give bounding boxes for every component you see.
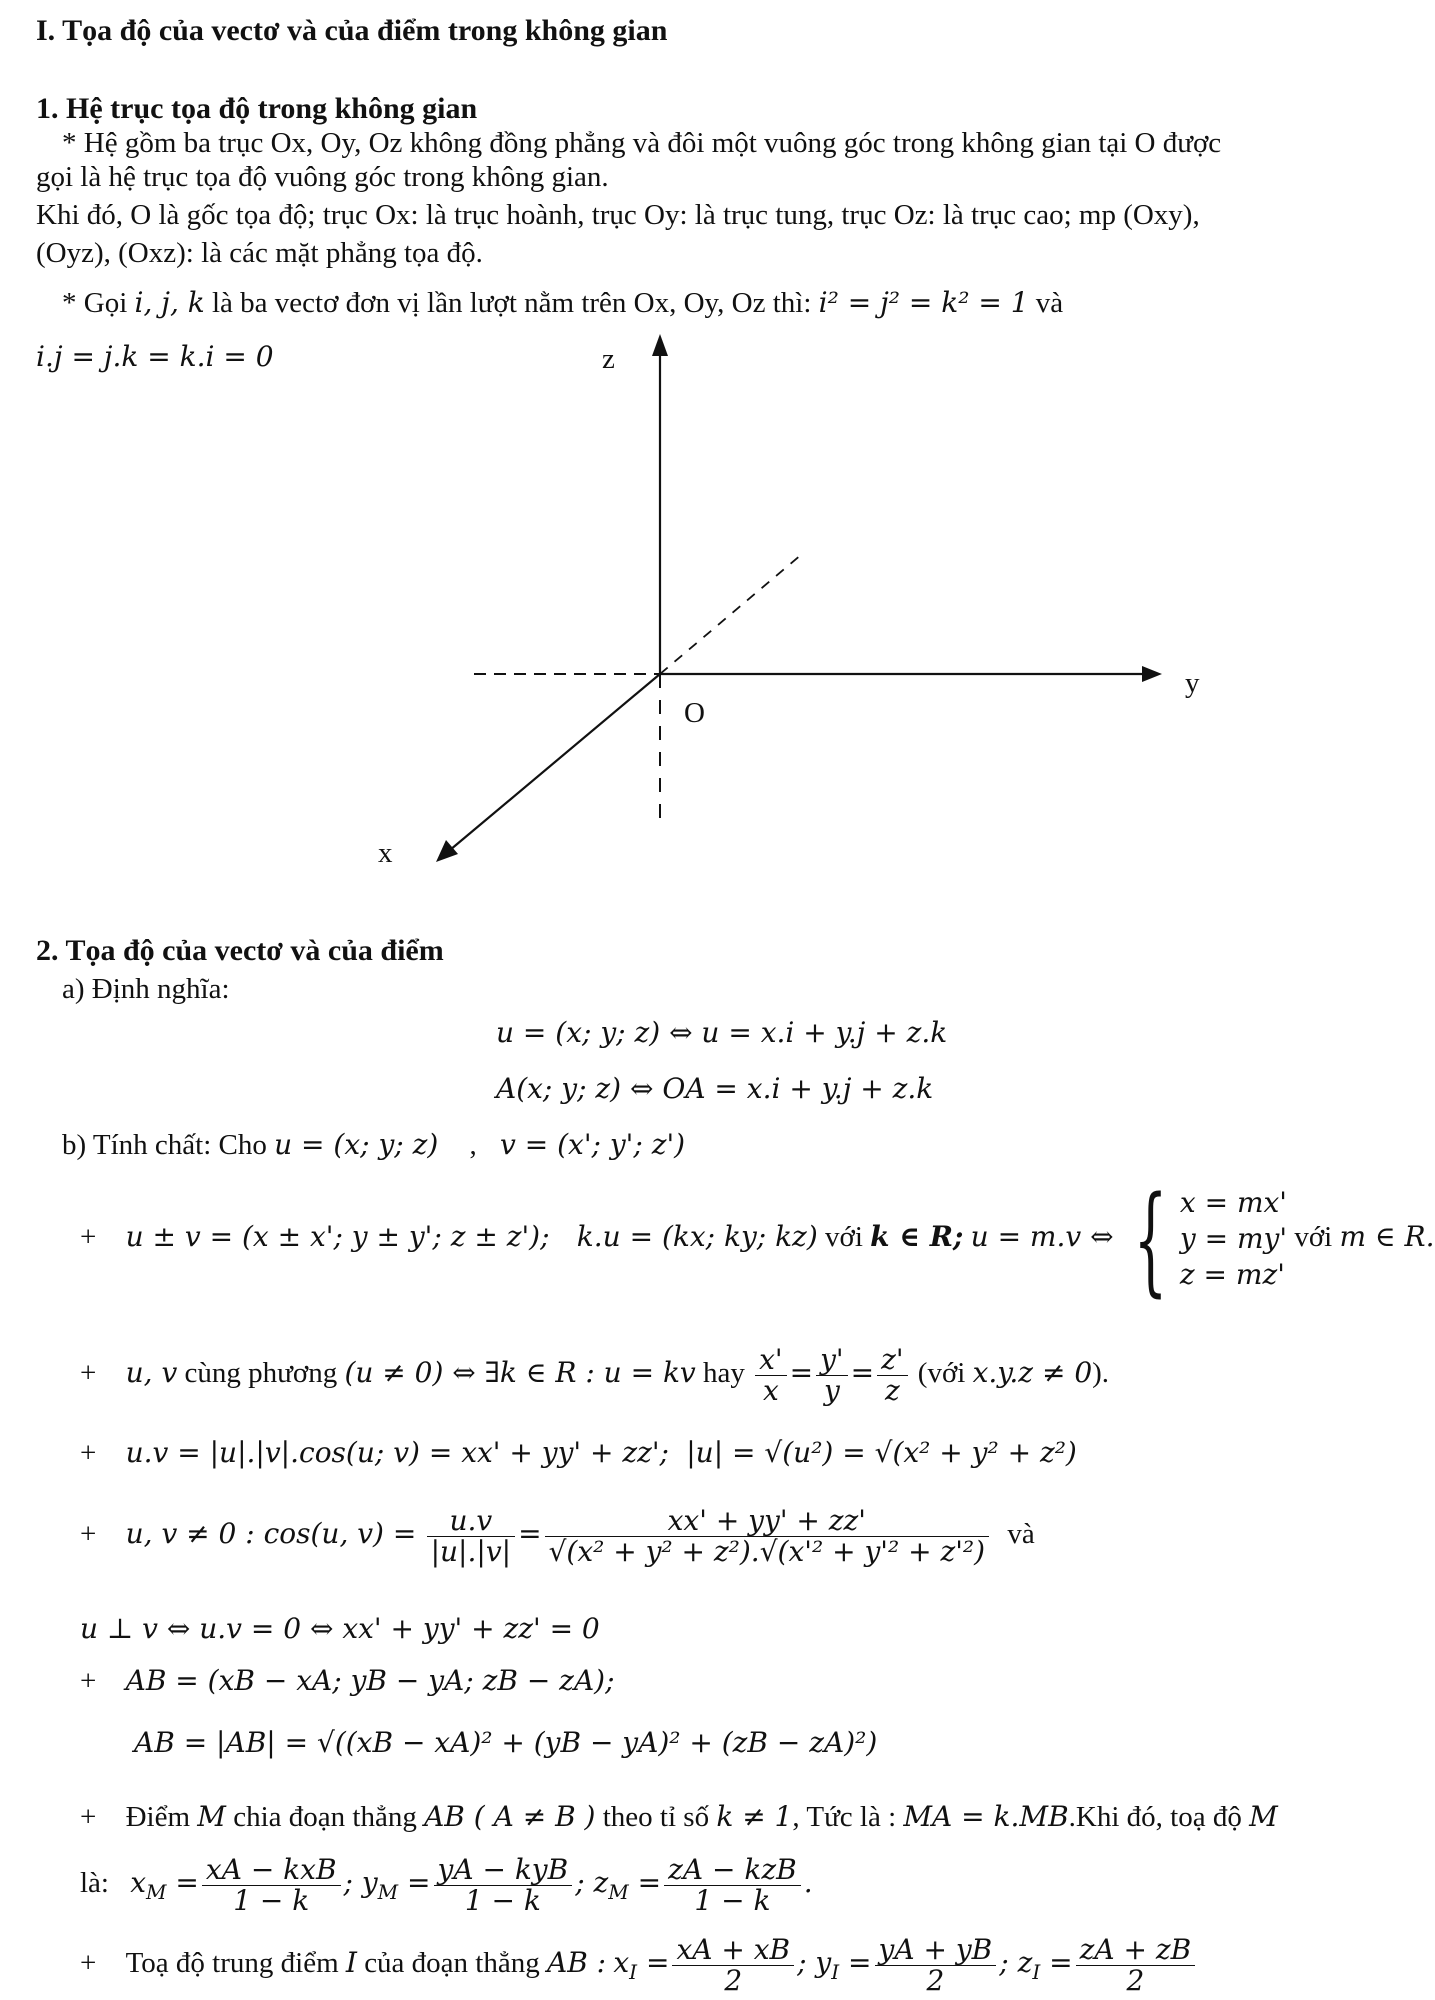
division-point-coordinates: là: $x_M$ = $\frac{\text{xA − kxB}}{1 - k}$ ; $y_M$ = $\frac{\text{yA − kyB}}{1 - k}$ ; $z_M$ = $\frac{\text{zA − kzB}}{1 - k}$ . [80,1852,813,1917]
property-collinear: + u, v cùng phương (u ≠ 0) ⇔ ∃k ∈ R : u = kv hay $\frac{x'}{x}$ = $\frac{y'}{y}$ = $\frac{z'}{z}$ (với x.y.z ≠ 0). [80,1342,1110,1407]
property-angle: + u, v ≠ 0 : cos(u, v) = $\frac{u.v}{|u|.|v|}$ = $\frac{xx' + yy' + zz'}{\text{√(x² + y² + z²).√(x'² + y'² + z'²)}}$ và [80,1503,1035,1568]
m-in-R: m ∈ R. [1339,1220,1435,1253]
sec1-paragraph-2b: (Oyz), (Oxz): là các mặt phẳng tọa độ. [36,237,483,269]
zM-fraction: $\frac{\text{zA − kzB}}{1 - k}$ [664,1855,801,1916]
cosine-lhs: u, v ≠ 0 : cos(u, v) = [125,1517,417,1550]
cosine-fraction-1: $\frac{u.v}{|u|.|v|}$ [427,1506,516,1567]
axis-label-x: x [378,837,393,869]
segment-AB: AB ( A ≠ B ) [424,1800,596,1833]
r8-divides: chia đoạn thẳng [233,1801,417,1833]
vector-u-def: u = (x; y; z) [274,1128,439,1161]
r8-ratio-text: theo tỉ số [602,1801,710,1833]
axis-label-z: z [602,343,615,375]
system-brace: { [1133,1170,1168,1309]
with-open: (với [917,1357,966,1389]
section-1-title: 1. Hệ trục tọa độ trong không gian [36,92,478,125]
nonzero-condition: x.y.z ≠ 0 [972,1356,1093,1389]
bullet-plus: + [80,1947,97,1979]
point-M-2: M [1249,1800,1278,1833]
collinear-condition: (u ≠ 0) ⇔ ∃k ∈ R : u = kv [344,1356,696,1389]
and-text: và [1007,1518,1035,1550]
bullet-plus: + [80,1801,97,1833]
distance-AB-formula: AB = |AB| = √((xB − xA)² + (yB − yA)² + (zB − zA)²) [134,1726,878,1759]
segment-AB-2: AB : [546,1946,607,1979]
proportional-system [1180,1185,1287,1293]
close-paren: ). [1092,1357,1110,1389]
system-row-y: y = my' [1179,1222,1288,1256]
sum-difference-formula: u ± v = (x ± x'; y ± y'; z ± z'); [125,1220,550,1253]
vectors-uv: u, v [125,1356,178,1389]
bullet-plus: + [80,1221,97,1253]
xI-fraction: $\frac{xA + xB}{2}$ [672,1935,794,1996]
bullet-plus: + [80,1665,97,1697]
ratio-y: $\frac{y'}{y}$ [816,1345,848,1406]
vector-v-def: v = (x'; y'; z') [500,1128,686,1161]
r8-point: Điểm [125,1801,191,1833]
proportional-vectors: u = m.v ⇔ [970,1220,1114,1253]
point-coordinate-definition: A(x; y; z) ⇔ OA = x.i + y.j + z.k [496,1072,934,1105]
main-heading: I. Tọa độ của vectơ và của điểm trong không gian [36,14,668,47]
point-M: M [197,1800,226,1833]
r1-with: với [825,1221,863,1253]
bullet-plus: + [80,1357,97,1389]
property-sum-scale-collinear [80,1170,1435,1309]
r8-that-is: , Tức là : [792,1801,897,1833]
xM-fraction: $\frac{\text{xA − kxB}}{1 - k}$ [202,1855,341,1916]
vector-length-formula: |u| = √(u²) = √(x² + y² + z²) [686,1436,1077,1469]
p3-intro: * Gọi [62,287,128,319]
scalar-multiple-formula: k.u = (kx; ky; kz) [576,1220,818,1253]
bullet-plus: + [80,1437,97,1469]
property-dot-product [80,1436,1077,1470]
dot-product-formula: u.v = |u|.|v|.cos(u; v) = xx' + yy' + zz'; [125,1436,669,1469]
k-in-R: k ∈ R; [870,1220,964,1253]
system-row-z: z = mz' [1179,1258,1285,1292]
property-vector-AB [80,1664,615,1698]
p3-middle: là ba vectơ đơn vị lần lượt nằm trên Ox, Oy, Oz thì: [211,287,812,319]
system-row-x: x = mx' [1179,1186,1287,1220]
separator-comma: , [469,1129,477,1161]
dot-products-zero: i.j = j.k = k.i = 0 [36,340,274,373]
sec1-paragraph-1: * Hệ gồm ba trục Ox, Oy, Oz không đồng phẳng và đôi một vuông góc trong không gian tại O được [62,127,1222,159]
vector-AB-formula: AB = (xB − xA; yB − yA; zB − zA); [125,1664,615,1697]
bullet-plus: + [80,1518,97,1550]
or-text: hay [703,1357,745,1389]
cosine-fraction-2: $\frac{xx' + yy' + zz'}{\text{√(x² + y² + z²).√(x'² + y'² + z'²)}}$ [545,1506,990,1567]
unit-vectors: i, j, k [134,286,205,319]
yI-fraction: $\frac{yA + yB}{2}$ [875,1935,997,1996]
ratio-x: $\frac{x'}{x}$ [755,1345,787,1406]
r8-then: .Khi đó, toạ độ [1068,1801,1242,1833]
section-2-title: 2. Tọa độ của vectơ và của điểm [36,934,444,967]
r1-with-2: với [1294,1221,1333,1253]
r9-label: là: [80,1867,109,1899]
coordinate-axes-diagram [0,0,1403,900]
origin-label: O [684,697,705,729]
zI-fraction: $\frac{zA + zB}{2}$ [1076,1935,1196,1996]
r10-of-segment: của đoạn thẳng [364,1947,540,1979]
ratio-z: $\frac{z'}{z}$ [877,1345,907,1406]
properties-intro [62,1128,685,1162]
perpendicular-condition: u ⊥ v ⇔ u.v = 0 ⇔ xx' + yy' + zz' = 0 [80,1612,600,1645]
properties-label: b) Tính chất: Cho [62,1129,267,1161]
unit-vector-squares: i² = j² = k² = 1 [818,286,1029,319]
ratio-k: k ≠ 1 [716,1800,793,1833]
yM-fraction: $\frac{\text{yA − kyB}}{1 - k}$ [434,1855,573,1916]
property-midpoint: + Toạ độ trung điểm I của đoạn thẳng AB : $x_I$ = $\frac{xA + xB}{2}$ ; $y_I$ = $\frac{yA + yB}{2}$ ; $z_I$ = $\frac{zA + zB}{2}$ [80,1928,1198,2000]
r10-midpoint: Toạ độ trung điểm [125,1947,339,1979]
division-vector-equation: MA = k.MB [903,1800,1069,1833]
sec1-paragraph-2: Khi đó, O là gốc tọa độ; trục Ox: là trục hoành, trục Oy: là trục tung, trục Oz: là trục cao; mp (Oxy), [36,199,1200,231]
definition-label: a) Định nghĩa: [62,973,230,1005]
p3-end: và [1035,287,1064,319]
sec1-paragraph-1b: gọi là hệ trục tọa độ vuông góc trong không gian. [36,161,609,193]
same-direction-text: cùng phương [184,1357,338,1389]
point-I: I [345,1946,357,1979]
property-division-point [80,1800,1278,1834]
axis-label-y: y [1185,667,1200,699]
vector-coordinate-definition: u = (x; y; z) ⇔ u = x.i + y.j + z.k [496,1016,948,1049]
